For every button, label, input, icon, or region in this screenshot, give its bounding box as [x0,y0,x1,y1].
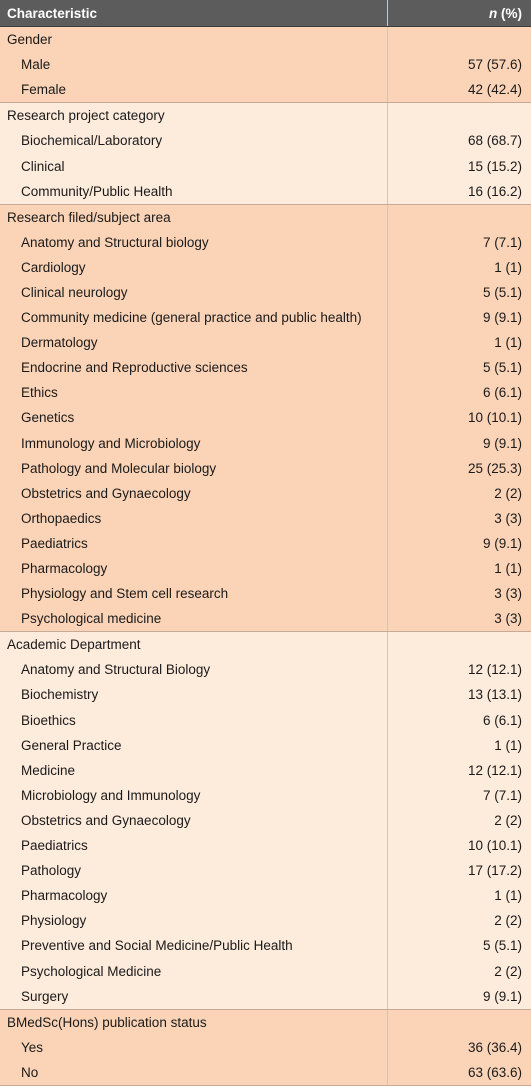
row-value: 17 (17.2) [387,858,531,883]
row-label: Microbiology and Immunology [0,783,387,808]
header-n: n [489,5,498,21]
section-title: Gender [0,27,387,53]
table-row [0,1035,531,1060]
row-label: Cardiology [0,255,387,280]
row-value: 1 (1) [387,330,531,355]
row-value: 42 (42.4) [387,77,531,103]
section-header-row [0,632,531,658]
section-value-empty [387,1009,531,1035]
row-value: 9 (9.1) [387,531,531,556]
table-row [0,456,531,481]
section-header-row [0,1009,531,1035]
table-row [0,758,531,783]
table-row [0,128,531,153]
row-value: 63 (63.6) [387,1060,531,1086]
row-label: Anatomy and Structural biology [0,230,387,255]
row-value: 1 (1) [387,556,531,581]
row-label: Obstetrics and Gynaecology [0,481,387,506]
row-value: 5 (5.1) [387,280,531,305]
row-label: Orthopaedics [0,506,387,531]
row-label: No [0,1060,387,1086]
table-row [0,1060,531,1086]
row-value: 3 (3) [387,506,531,531]
section-header-row [0,103,531,129]
table-row [0,305,531,330]
row-value: 13 (13.1) [387,682,531,707]
table-row [0,908,531,933]
header-percent: (%) [497,5,522,21]
row-value: 2 (2) [387,958,531,983]
row-label: Paediatrics [0,833,387,858]
row-value: 1 (1) [387,255,531,280]
row-label: Physiology and Stem cell research [0,581,387,606]
row-value: 6 (6.1) [387,380,531,405]
table-row [0,77,531,103]
table-row [0,153,531,178]
table-row [0,230,531,255]
row-label: Community medicine (general practice and public health) [0,305,387,330]
row-label: Pathology [0,858,387,883]
section-title: Research project category [0,103,387,129]
table-row [0,556,531,581]
row-label: Pathology and Molecular biology [0,456,387,481]
table-row [0,355,531,380]
row-value: 10 (10.1) [387,833,531,858]
row-label: Obstetrics and Gynaecology [0,808,387,833]
row-value: 2 (2) [387,481,531,506]
row-value: 9 (9.1) [387,305,531,330]
row-label: Psychological Medicine [0,958,387,983]
table-row [0,933,531,958]
table-row [0,531,531,556]
section-header-row [0,27,531,53]
section-value-empty [387,204,531,230]
table-row [0,52,531,77]
row-label: General Practice [0,733,387,758]
row-value: 6 (6.1) [387,708,531,733]
table-row [0,581,531,606]
row-label: Clinical neurology [0,280,387,305]
row-value: 9 (9.1) [387,431,531,456]
header-row [0,0,531,27]
table-row [0,833,531,858]
row-label: Physiology [0,908,387,933]
row-value: 12 (12.1) [387,758,531,783]
row-label: Paediatrics [0,531,387,556]
row-value: 57 (57.6) [387,52,531,77]
table-row [0,682,531,707]
row-value: 7 (7.1) [387,230,531,255]
table-row [0,783,531,808]
row-label: Ethics [0,380,387,405]
row-label: Community/Public Health [0,179,387,205]
row-label: Immunology and Microbiology [0,431,387,456]
table-row [0,708,531,733]
row-label: Female [0,77,387,103]
table-row [0,255,531,280]
row-value: 10 (10.1) [387,405,531,430]
section-value-empty [387,632,531,658]
table-row [0,984,531,1010]
table-row [0,405,531,430]
table-row [0,808,531,833]
table-row [0,883,531,908]
section-header-row [0,204,531,230]
row-value: 1 (1) [387,733,531,758]
row-label: Biochemical/Laboratory [0,128,387,153]
row-label: Pharmacology [0,883,387,908]
row-value: 25 (25.3) [387,456,531,481]
row-label: Endocrine and Reproductive sciences [0,355,387,380]
row-value: 3 (3) [387,606,531,632]
header-characteristic: Characteristic [0,0,387,27]
row-value: 9 (9.1) [387,984,531,1010]
table-row [0,858,531,883]
table-row [0,506,531,531]
section-title: Academic Department [0,632,387,658]
table-row [0,657,531,682]
row-label: Yes [0,1035,387,1060]
row-value: 5 (5.1) [387,933,531,958]
row-value: 2 (2) [387,808,531,833]
table-row [0,380,531,405]
row-label: Psychological medicine [0,606,387,632]
row-label: Dermatology [0,330,387,355]
row-label: Anatomy and Structural Biology [0,657,387,682]
row-value: 7 (7.1) [387,783,531,808]
row-label: Biochemistry [0,682,387,707]
row-label: Medicine [0,758,387,783]
row-label: Preventive and Social Medicine/Public Health [0,933,387,958]
table-row [0,481,531,506]
table-row [0,958,531,983]
row-value: 15 (15.2) [387,153,531,178]
row-value: 16 (16.2) [387,179,531,205]
table-row [0,606,531,632]
row-value: 1 (1) [387,883,531,908]
row-value: 5 (5.1) [387,355,531,380]
row-value: 2 (2) [387,908,531,933]
table-row [0,179,531,205]
section-value-empty [387,103,531,129]
row-label: Pharmacology [0,556,387,581]
section-title: BMedSc(Hons) publication status [0,1009,387,1035]
header-n-percent [387,0,531,27]
row-label: Genetics [0,405,387,430]
table-row [0,330,531,355]
section-title: Research filed/subject area [0,204,387,230]
table-row [0,733,531,758]
table-row [0,431,531,456]
row-label: Male [0,52,387,77]
row-label: Clinical [0,153,387,178]
table-row [0,280,531,305]
section-value-empty [387,27,531,53]
row-label: Surgery [0,984,387,1010]
table-body [0,27,531,1086]
row-value: 68 (68.7) [387,128,531,153]
row-value: 3 (3) [387,581,531,606]
row-value: 12 (12.1) [387,657,531,682]
row-label: Bioethics [0,708,387,733]
row-value: 36 (36.4) [387,1035,531,1060]
